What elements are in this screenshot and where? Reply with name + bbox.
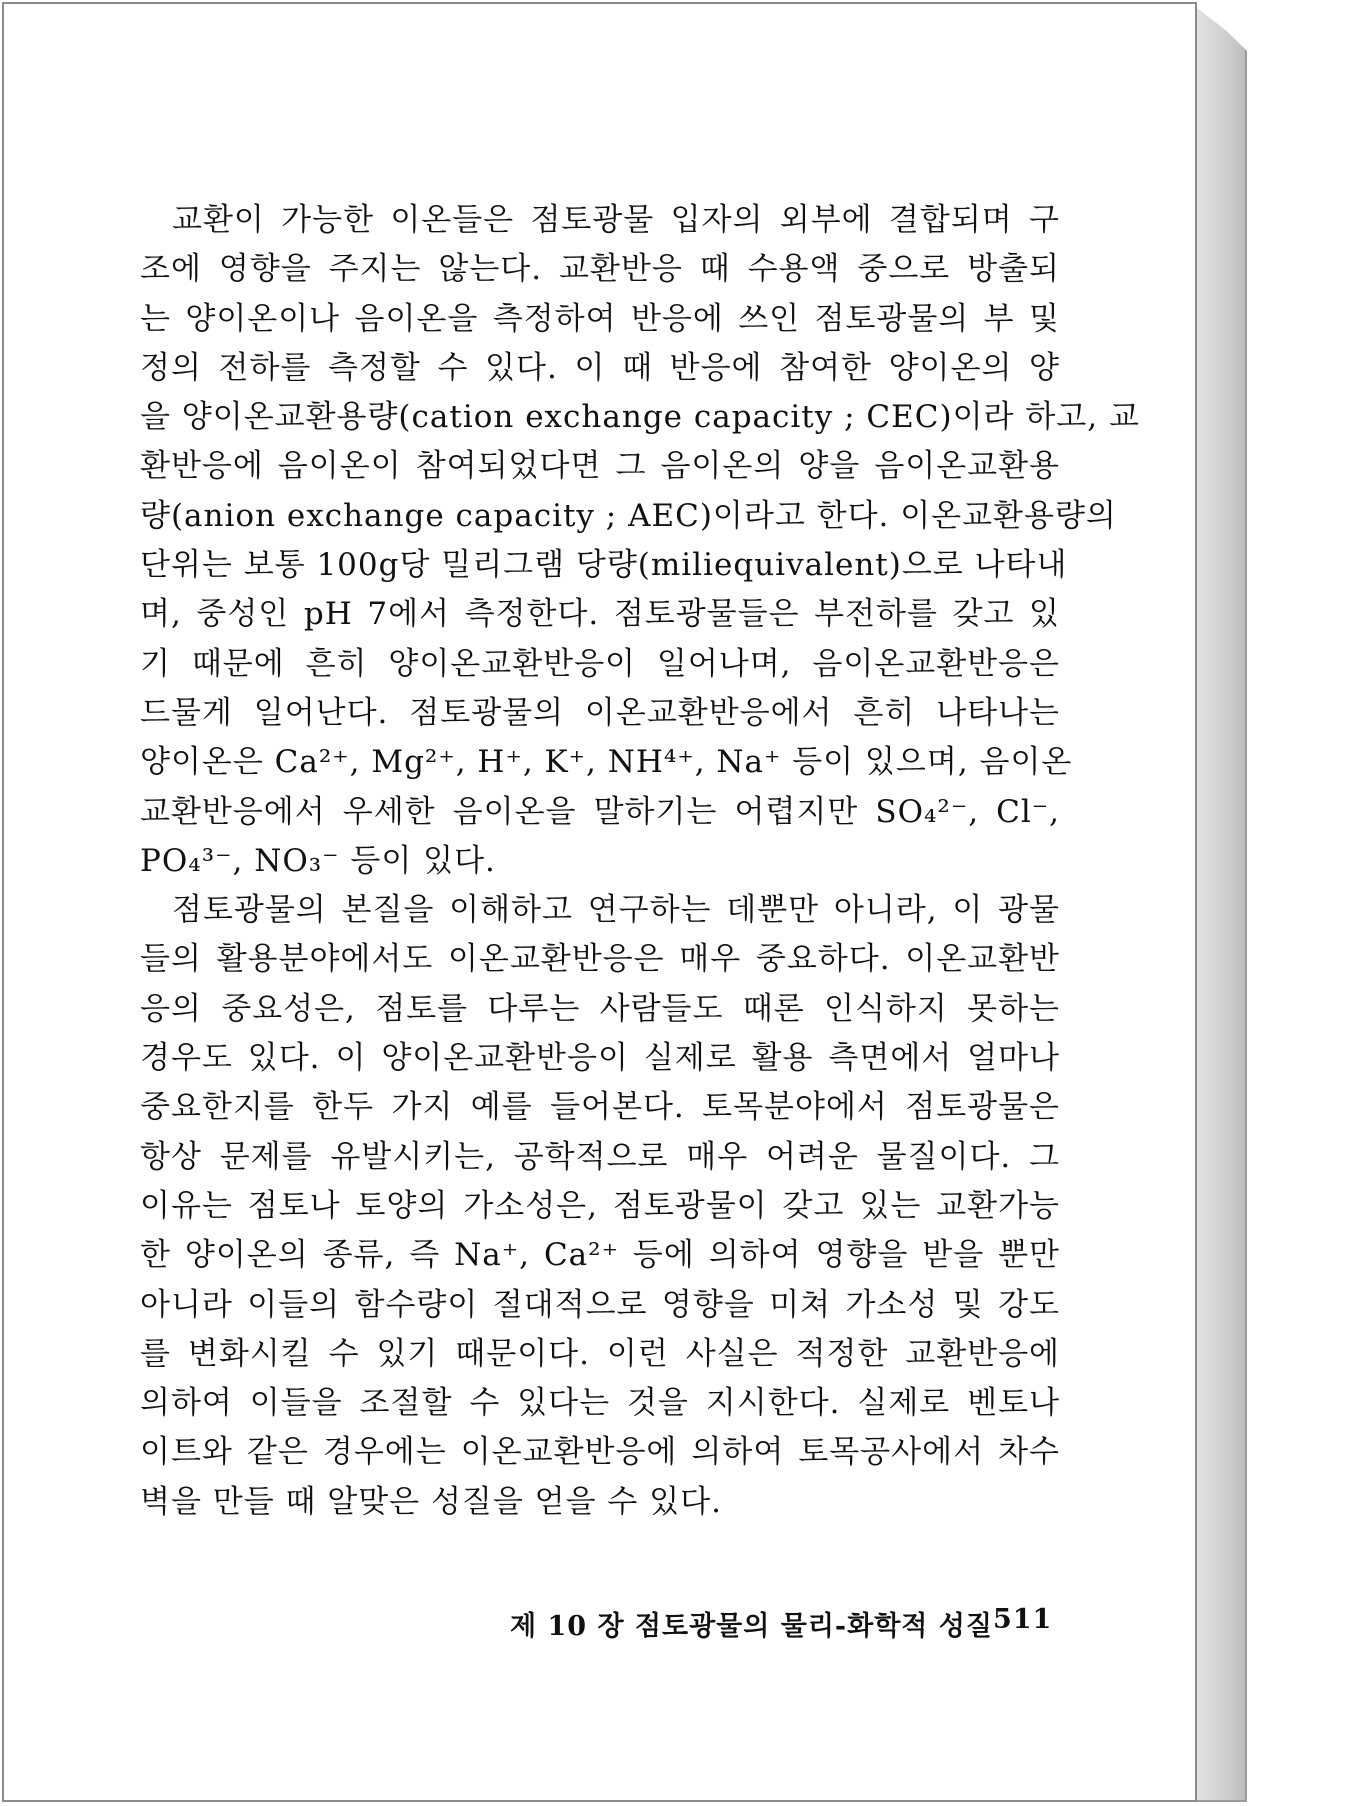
text-line: 단위는 보통 100g당 밀리그램 당량(miliequivalent)으로 나타내 [140, 547, 1068, 584]
text-line: 들의 활용분야에서도 이온교환반응은 매우 중요하다. 이온교환반 [140, 941, 1060, 978]
text-line: 이유는 점토나 토양의 가소성은, 점토광물이 갖고 있는 교환가능 [140, 1187, 1060, 1224]
text-line: 조에 영향을 주지는 않는다. 교환반응 때 수용액 중으로 방출되 [140, 251, 1060, 288]
text-line: 벽을 만들 때 알맞은 성질을 얻을 수 있다. [140, 1483, 722, 1520]
text-line: 며, 중성인 pH 7에서 측정한다. 점토광물들은 부전하를 갖고 있 [140, 596, 1060, 633]
text-line: 환반응에 음이온이 참여되었다면 그 음이온의 양을 음이온교환용 [140, 448, 1060, 485]
page-edge-shadow [1197, 8, 1247, 1802]
text-line: 교환반응에서 우세한 음이온을 말하기는 어렵지만 SO₄²⁻, Cl⁻, [140, 793, 1060, 830]
text-line: 의하여 이들을 조절할 수 있다는 것을 지시한다. 실제로 벤토나 [140, 1385, 1060, 1422]
body-text [140, 196, 1140, 1527]
text-line: 을 양이온교환용량(cation exchange capacity ; CEC)이라 하고, 교 [140, 399, 1140, 436]
text-line: 점토광물의 본질을 이해하고 연구하는 데뿐만 아니라, 이 광물 [172, 892, 1060, 929]
paragraph-2 [140, 886, 1060, 1527]
paragraph-1 [140, 196, 1140, 886]
page-number: 511 [992, 1604, 1053, 1635]
text-line: 를 변화시킬 수 있기 때문이다. 이런 사실은 적정한 교환반응에 [140, 1335, 1060, 1372]
text-line: 량(anion exchange capacity ; AEC)이라고 한다. 이온교환용량의 [140, 497, 1117, 534]
text-line: 교환이 가능한 이온들은 점토광물 입자의 외부에 결합되며 구 [172, 202, 1060, 238]
text-line: 양이온은 Ca²⁺, Mg²⁺, H⁺, K⁺, NH⁴⁺, Na⁺ 등이 있으며, 음이온 [140, 744, 1073, 781]
text-line: 드물게 일어난다. 점토광물의 이온교환반응에서 흔히 나타나는 [140, 694, 1060, 731]
text-line: 경우도 있다. 이 양이온교환반응이 실제로 활용 측면에서 얼마나 [140, 1040, 1060, 1077]
text-line: 아니라 이들의 함수량이 절대적으로 영향을 미쳐 가소성 및 강도 [140, 1286, 1060, 1323]
text-line: PO₄³⁻, NO₃⁻ 등이 있다. [140, 842, 496, 879]
text-line: 이트와 같은 경우에는 이온교환반응에 의하여 토목공사에서 차수 [140, 1434, 1060, 1471]
text-line: 응의 중요성은, 점토를 다루는 사람들도 때론 인식하지 못하는 [140, 990, 1060, 1027]
text-line: 한 양이온의 종류, 즉 Na⁺, Ca²⁺ 등에 의하여 영향을 받을 뿐만 [140, 1237, 1060, 1274]
text-line: 기 때문에 흔히 양이온교환반응이 일어나며, 음이온교환반응은 [140, 645, 1060, 682]
text-line: 는 양이온이나 음이온을 측정하여 반응에 쓰인 점토광물의 부 및 [140, 300, 1060, 337]
chapter-title: 제 10 장 점토광물의 물리-화학적 성질 [510, 1611, 993, 1642]
text-line: 중요한지를 한두 가지 예를 들어본다. 토목분야에서 점토광물은 [140, 1089, 1060, 1126]
text-line: 정의 전하를 측정할 수 있다. 이 때 반응에 참여한 양이온의 양 [140, 349, 1060, 386]
text-line: 항상 문제를 유발시키는, 공학적으로 매우 어려운 물질이다. 그 [140, 1138, 1060, 1175]
running-footer [510, 1604, 1053, 1643]
